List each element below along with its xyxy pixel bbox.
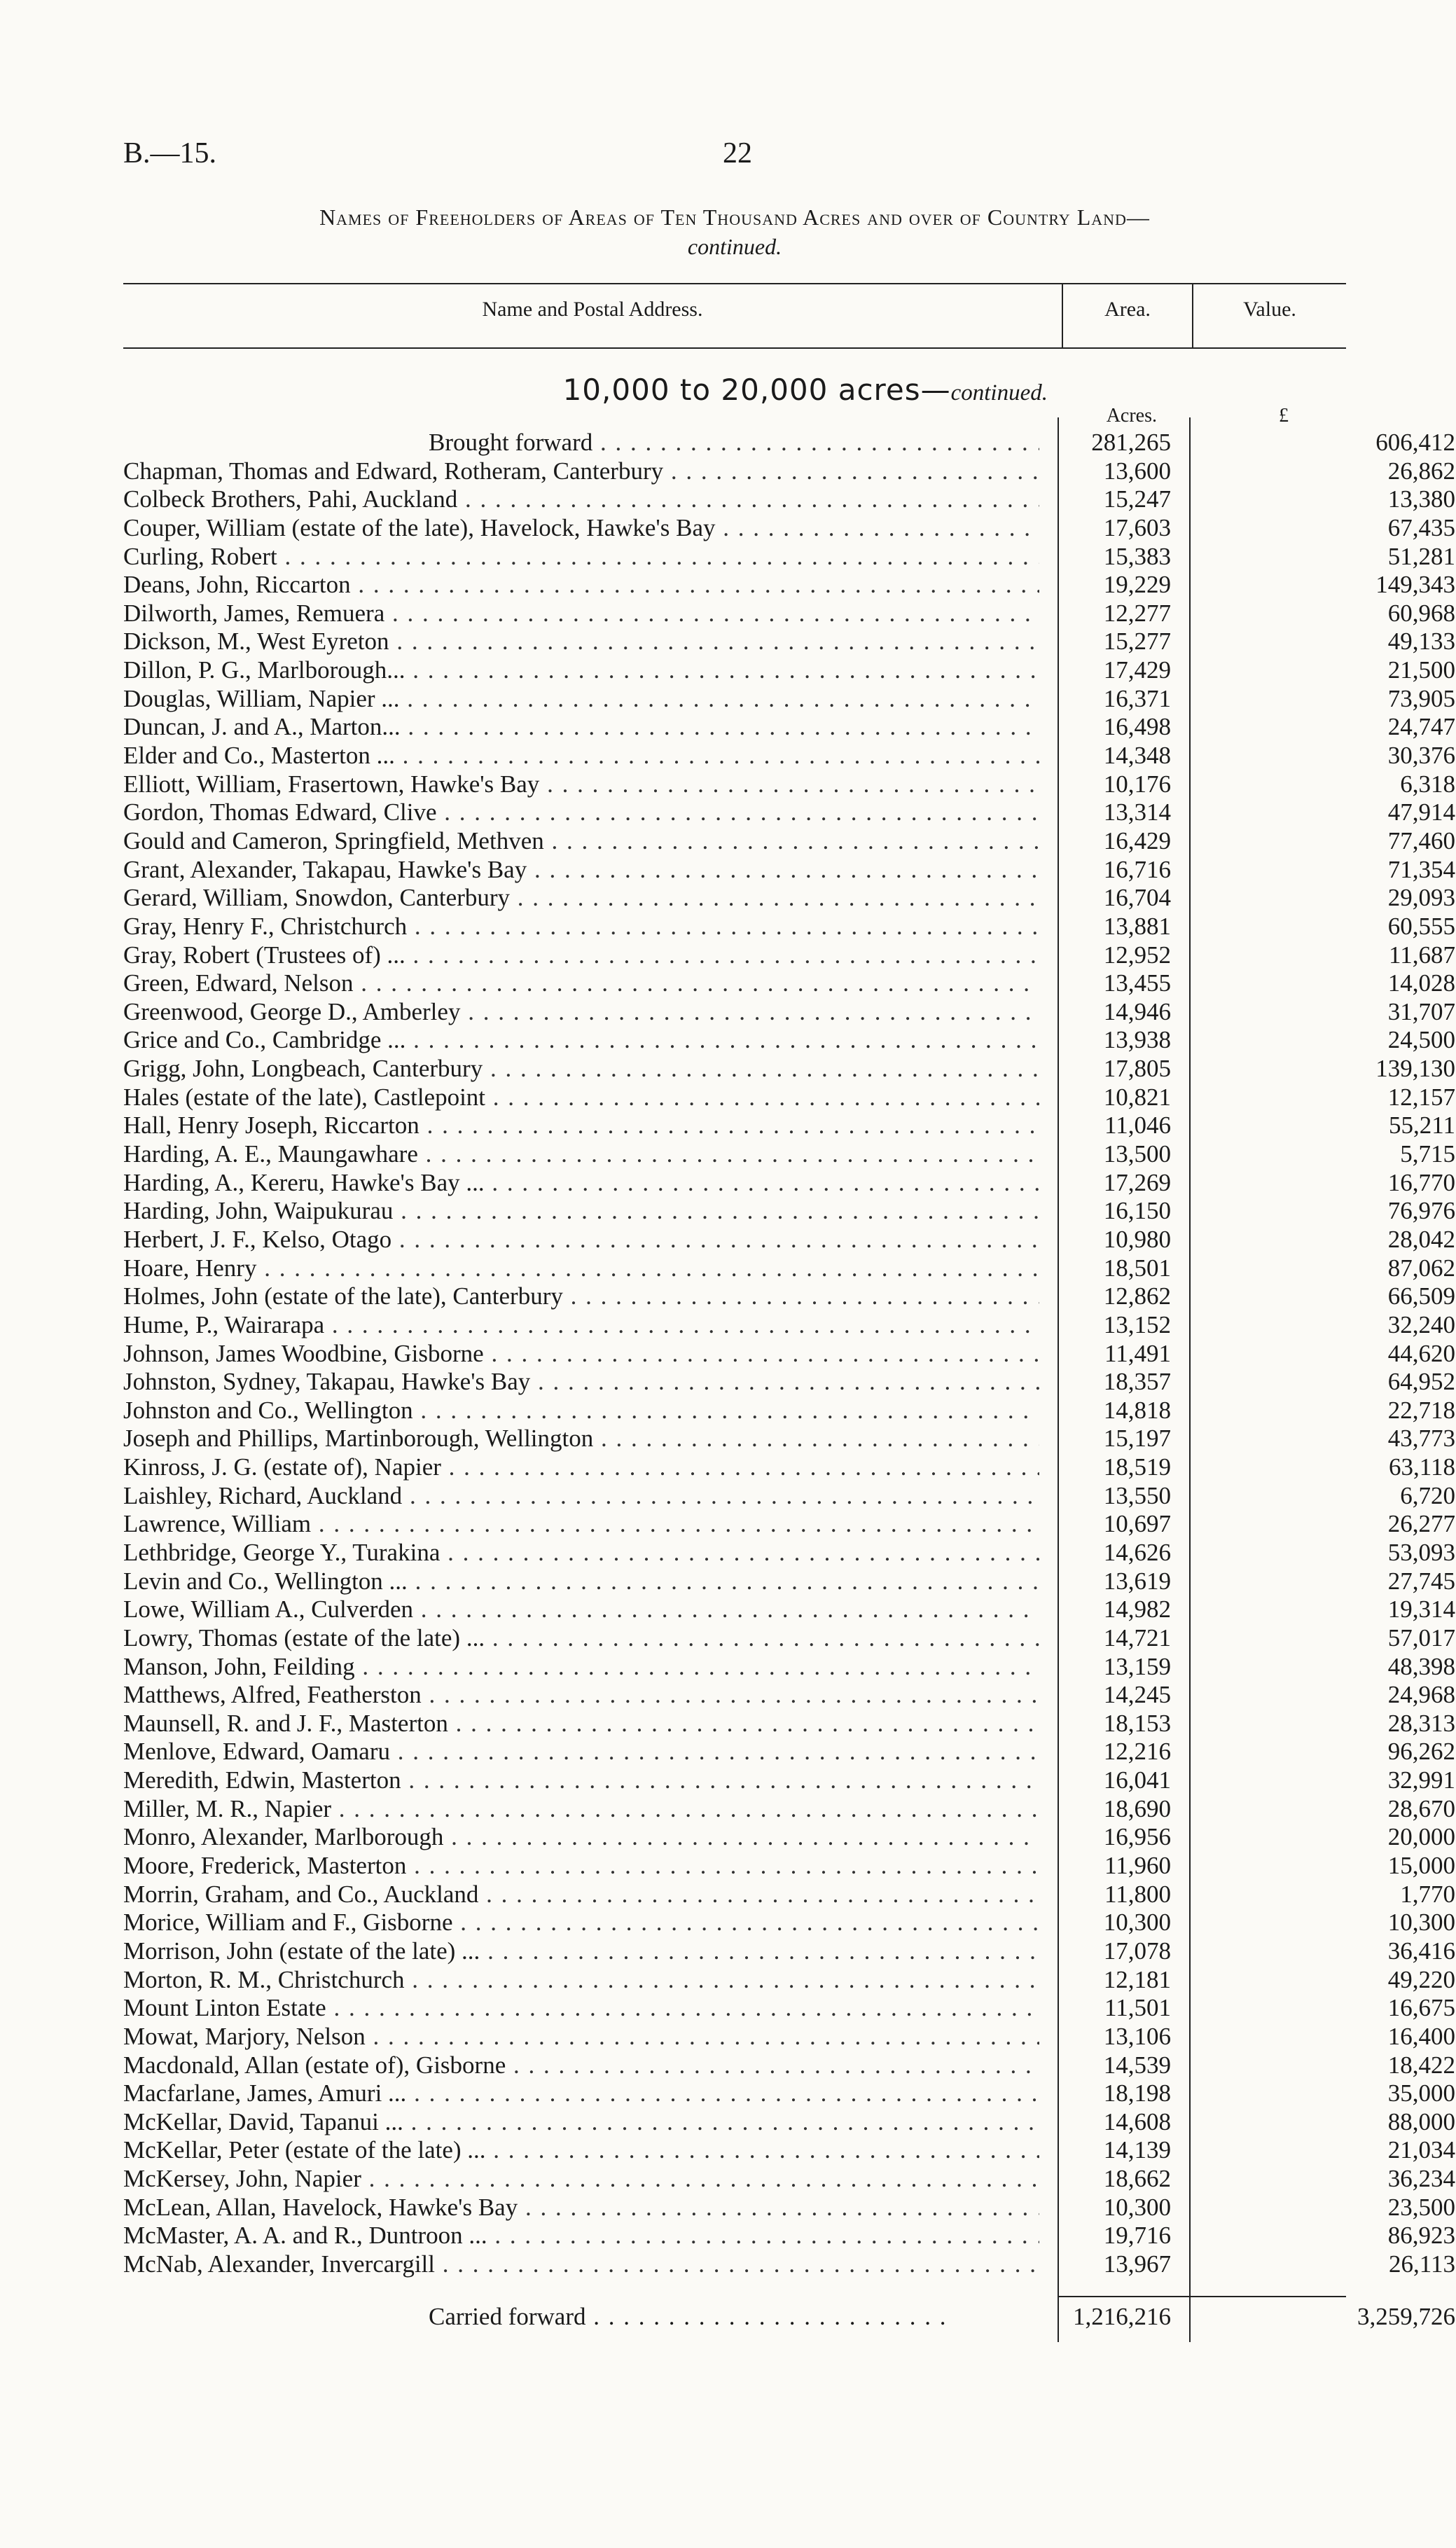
value-cell: 16,400: [1387, 2022, 1455, 2050]
area-cell: 16,498: [1103, 713, 1171, 741]
value-cell: 47,914: [1387, 798, 1455, 826]
table-row: [123, 1339, 1455, 1369]
value-cell: 14,028: [1387, 969, 1455, 997]
value-cell: 96,262: [1387, 1738, 1455, 1766]
carried-forward-area: 1,216,216: [1073, 2303, 1171, 2330]
area-cell: 10,697: [1103, 1510, 1171, 1538]
value-cell: 16,770: [1387, 1168, 1455, 1196]
value-cell: 6,318: [1400, 770, 1455, 798]
value-cell: 63,118: [1389, 1453, 1455, 1481]
freeholder-name: Elliott, William, Frasertown, Hawke's Bay . . .: [123, 770, 1039, 798]
area-cell: 17,269: [1103, 1168, 1171, 1196]
value-cell: 66,509: [1387, 1282, 1455, 1310]
table-row: [123, 826, 1455, 856]
table-row: [123, 1994, 1455, 2023]
area-cell: 13,152: [1103, 1310, 1171, 1338]
value-cell: 87,062: [1387, 1254, 1455, 1282]
freeholder-name: Morton, R. M., Christchurch . . .: [123, 1966, 1039, 1994]
freeholder-name: McKellar, David, Tapanui ... . . .: [123, 2108, 1039, 2136]
area-cell: 16,041: [1103, 1766, 1171, 1794]
freeholder-name: Colbeck Brothers, Pahi, Auckland . . .: [123, 485, 1039, 513]
value-cell: 43,773: [1387, 1425, 1455, 1453]
value-cell: 24,968: [1387, 1681, 1455, 1709]
table-row: [123, 2107, 1455, 2137]
table-row: [123, 628, 1455, 656]
area-cell: 18,662: [1103, 2165, 1171, 2193]
freeholder-name: Gordon, Thomas Edward, Clive . . .: [123, 798, 1039, 826]
table-row: [123, 941, 1455, 970]
freeholder-name: McMaster, A. A. and R., Duntroon ... . . .: [123, 2222, 1039, 2250]
area-cell: 19,716: [1103, 2222, 1171, 2250]
area-cell: 11,800: [1104, 1880, 1171, 1908]
value-cell: 22,718: [1387, 1396, 1455, 1424]
value-cell: 53,093: [1387, 1538, 1455, 1566]
table-row: [123, 1709, 1455, 1738]
table-row: [123, 2079, 1455, 2108]
value-cell: 1,770: [1400, 1880, 1455, 1908]
table-row: [123, 656, 1455, 685]
table-row: [123, 1738, 1455, 1766]
area-cell: 16,371: [1103, 684, 1171, 712]
freeholder-name: Elder and Co., Masterton ... . . .: [123, 742, 1039, 770]
freeholder-name: Hales (estate of the late), Castlepoint . . .: [123, 1083, 1039, 1112]
freeholder-name: Herbert, J. F., Kelso, Otago . . .: [123, 1226, 1039, 1254]
area-cell: 15,383: [1103, 542, 1171, 570]
value-cell: 12,157: [1387, 1083, 1455, 1111]
area-cell: 10,980: [1103, 1225, 1171, 1253]
table-row: [123, 1310, 1455, 1340]
freeholder-name: Macfarlane, James, Amuri ... . . .: [123, 2079, 1039, 2107]
table-row: [123, 1197, 1455, 1226]
table-row: [123, 2193, 1455, 2222]
area-cell: 17,603: [1103, 513, 1171, 541]
area-cell: 13,550: [1103, 1481, 1171, 1509]
freeholder-name: Curling, Robert . . .: [123, 543, 1039, 571]
freeholder-name: Gray, Robert (Trustees of) ... . . .: [123, 941, 1039, 969]
area-cell: 14,982: [1103, 1595, 1171, 1623]
area-cell: 12,181: [1103, 1965, 1171, 1993]
area-cell: 13,600: [1103, 457, 1171, 485]
column-header-area: Area.: [1104, 298, 1151, 321]
freeholder-name: Gould and Cameron, Springfield, Methven . . .: [123, 827, 1039, 855]
value-cell: 49,220: [1387, 1965, 1455, 1993]
table-row: [123, 1623, 1455, 1653]
area-cell: 14,139: [1103, 2136, 1171, 2164]
table-row: [123, 798, 1455, 827]
area-cell: 14,608: [1103, 2107, 1171, 2135]
unit-area: Acres.: [1106, 405, 1157, 427]
freeholder-name: Lethbridge, George Y., Turakina . . .: [123, 1539, 1039, 1567]
value-cell: 55,211: [1389, 1112, 1455, 1140]
area-cell: 14,626: [1103, 1538, 1171, 1566]
value-cell: 139,130: [1375, 1055, 1455, 1083]
value-cell: 35,000: [1387, 2079, 1455, 2107]
value-cell: 36,234: [1387, 2165, 1455, 2193]
freeholder-name: Menlove, Edward, Oamaru . . .: [123, 1738, 1039, 1766]
value-cell: 19,314: [1387, 1595, 1455, 1623]
area-cell: 19,229: [1103, 571, 1171, 599]
total-rule-value: [1191, 2296, 1346, 2297]
area-cell: 11,046: [1104, 1112, 1171, 1140]
brought-forward-value: 606,412: [1375, 429, 1455, 456]
freeholder-name: McKersey, John, Napier . . .: [123, 2165, 1039, 2193]
table-row: [123, 2165, 1455, 2194]
freeholder-name: Chapman, Thomas and Edward, Rotheram, Canterbury . . .: [123, 457, 1039, 485]
value-cell: 28,670: [1387, 1794, 1455, 1822]
freeholder-name: Mowat, Marjory, Nelson . . .: [123, 2023, 1039, 2051]
area-cell: 10,821: [1103, 1083, 1171, 1111]
page-number: 22: [723, 137, 752, 169]
brought-forward-row: [123, 429, 1455, 457]
area-cell: 16,704: [1103, 884, 1171, 912]
value-cell: 51,281: [1387, 542, 1455, 570]
column-header-name: Name and Postal Address.: [482, 298, 703, 321]
area-cell: 14,721: [1103, 1623, 1171, 1652]
area-cell: 18,501: [1103, 1254, 1171, 1282]
value-cell: 26,862: [1387, 457, 1455, 485]
area-cell: 14,946: [1103, 997, 1171, 1025]
table-row: [123, 855, 1455, 885]
freeholder-name: McLean, Allan, Havelock, Hawke's Bay . . .: [123, 2194, 1039, 2222]
table-row: [123, 1595, 1455, 1624]
value-cell: 26,277: [1387, 1510, 1455, 1538]
table-row: [123, 997, 1455, 1027]
freeholder-name: Dilworth, James, Remuera . . .: [123, 600, 1039, 628]
table-row: [123, 457, 1455, 486]
table-row: [123, 2051, 1455, 2080]
table-row: [123, 1396, 1455, 1425]
freeholder-name: Gerard, William, Snowdon, Canterbury . . .: [123, 884, 1039, 912]
table-row: [123, 1026, 1455, 1055]
table-row: [123, 599, 1455, 628]
value-cell: 16,675: [1387, 1994, 1455, 2022]
value-cell: 27,745: [1387, 1567, 1455, 1595]
table-row: [123, 513, 1455, 543]
area-cell: 16,429: [1103, 826, 1171, 854]
area-cell: 13,455: [1103, 969, 1171, 997]
value-cell: 28,042: [1387, 1225, 1455, 1253]
freeholder-name: Green, Edward, Nelson . . .: [123, 969, 1039, 997]
page-title: Names of Freeholders of Areas of Ten Thousand Acres and over of Country Land—: [319, 205, 1150, 230]
area-cell: 13,619: [1103, 1567, 1171, 1595]
table-row: [123, 1766, 1455, 1795]
value-cell: 20,000: [1387, 1823, 1455, 1851]
table-row: [123, 1425, 1455, 1453]
value-cell: 32,240: [1387, 1310, 1455, 1338]
value-cell: 67,435: [1387, 513, 1455, 541]
table-row: [123, 2022, 1455, 2051]
table-row: [123, 1225, 1455, 1254]
freeholder-name: Douglas, William, Napier ... . . .: [123, 685, 1039, 713]
value-cell: 48,398: [1387, 1652, 1455, 1680]
table-row: [123, 1112, 1455, 1140]
column-header-value: Value.: [1243, 298, 1296, 321]
table-row: [123, 1083, 1455, 1112]
table-row: [123, 713, 1455, 742]
area-cell: 15,197: [1103, 1425, 1171, 1453]
area-cell: 13,938: [1103, 1026, 1171, 1054]
value-cell: 88,000: [1387, 2107, 1455, 2135]
brought-forward-label: Brought forward . . .: [123, 429, 1039, 457]
area-cell: 13,967: [1103, 2250, 1171, 2278]
value-cell: 36,416: [1387, 1937, 1455, 1965]
area-cell: 13,314: [1103, 798, 1171, 826]
freeholder-name: Miller, M. R., Napier . . .: [123, 1795, 1039, 1823]
freeholder-name: Harding, John, Waipukurau . . .: [123, 1197, 1039, 1225]
value-cell: 29,093: [1387, 884, 1455, 912]
value-cell: 49,133: [1387, 628, 1455, 656]
freeholder-name: McKellar, Peter (estate of the late) ... . . .: [123, 2136, 1039, 2164]
area-cell: 10,176: [1103, 770, 1171, 798]
table-row: [123, 1140, 1455, 1169]
table-row: [123, 1538, 1455, 1567]
table-row: [123, 1880, 1455, 1909]
value-cell: 24,500: [1387, 1026, 1455, 1054]
value-cell: 21,500: [1387, 656, 1455, 684]
table-row: [123, 1453, 1455, 1482]
freeholder-name: Dillon, P. G., Marlborough... . . .: [123, 656, 1039, 684]
area-cell: 18,357: [1103, 1368, 1171, 1396]
freeholder-name: Lowe, William A., Culverden . . .: [123, 1595, 1039, 1623]
freeholder-name: Holmes, John (estate of the late), Canterbury . . .: [123, 1282, 1039, 1310]
freeholder-name: Lawrence, William . . .: [123, 1510, 1039, 1538]
freeholder-name: Hall, Henry Joseph, Riccarton . . .: [123, 1112, 1039, 1140]
freeholder-name: Dickson, M., West Eyreton . . .: [123, 628, 1039, 656]
area-cell: 13,106: [1103, 2022, 1171, 2050]
table-row: [123, 1852, 1455, 1881]
table-row: [123, 485, 1455, 514]
area-cell: 14,348: [1103, 742, 1171, 770]
freeholder-name: Couper, William (estate of the late), Havelock, Hawke's Bay . . .: [123, 514, 1039, 542]
freeholder-name: Johnston, Sydney, Takapau, Hawke's Bay . . .: [123, 1368, 1039, 1396]
freeholder-name: Grice and Co., Cambridge ... . . .: [123, 1026, 1039, 1054]
page-reference: B.—15.: [123, 137, 217, 169]
table-row: [123, 2136, 1455, 2165]
area-cell: 18,519: [1103, 1453, 1171, 1481]
section-heading-range: 10,000 to 20,000 acres—: [562, 373, 951, 407]
area-cell: 18,690: [1103, 1794, 1171, 1822]
table-row: [123, 1681, 1455, 1710]
value-cell: 73,905: [1387, 684, 1455, 712]
table-row: [123, 912, 1455, 941]
value-cell: 60,555: [1387, 912, 1455, 940]
area-cell: 13,500: [1103, 1140, 1171, 1168]
area-cell: 16,150: [1103, 1197, 1171, 1225]
table-row: [123, 1368, 1455, 1397]
table-row: [123, 1965, 1455, 1995]
area-cell: 12,952: [1103, 941, 1171, 969]
freeholder-name: Morrin, Graham, and Co., Auckland . . .: [123, 1881, 1039, 1909]
freeholder-name: Morice, William and F., Gisborne . . .: [123, 1909, 1039, 1937]
freeholder-name: Grant, Alexander, Takapau, Hawke's Bay . . .: [123, 856, 1039, 884]
freeholder-name: Manson, John, Feilding . . .: [123, 1653, 1039, 1681]
value-cell: 60,968: [1387, 599, 1455, 627]
value-cell: 10,300: [1387, 1909, 1455, 1937]
area-cell: 12,277: [1103, 599, 1171, 627]
section-heading: [123, 373, 1048, 407]
area-cell: 11,960: [1104, 1852, 1171, 1880]
table-row: [123, 571, 1455, 600]
carried-forward-row: [123, 2301, 1455, 2332]
area-cell: 15,247: [1103, 485, 1171, 513]
value-cell: 26,113: [1389, 2250, 1455, 2278]
area-cell: 14,245: [1103, 1681, 1171, 1709]
table-row: [123, 2250, 1455, 2279]
freeholder-name: Moore, Frederick, Masterton . . .: [123, 1852, 1039, 1880]
freeholder-name: Levin and Co., Wellington ... . . .: [123, 1567, 1039, 1595]
value-cell: 86,923: [1387, 2222, 1455, 2250]
freeholder-name: Greenwood, George D., Amberley . . .: [123, 998, 1039, 1026]
value-cell: 71,354: [1387, 855, 1455, 883]
freeholder-name: Laishley, Richard, Auckland . . .: [123, 1482, 1039, 1510]
area-cell: 10,300: [1103, 1909, 1171, 1937]
table-row: [123, 884, 1455, 913]
area-cell: 12,216: [1103, 1738, 1171, 1766]
value-cell: 76,976: [1387, 1197, 1455, 1225]
table-row: [123, 1937, 1455, 1966]
value-cell: 32,991: [1387, 1766, 1455, 1794]
table-row: [123, 1168, 1455, 1198]
freeholder-name: Meredith, Edwin, Masterton . . .: [123, 1766, 1039, 1794]
area-cell: 16,716: [1103, 855, 1171, 883]
table-row: [123, 1254, 1455, 1283]
carried-forward-value: 3,259,726: [1357, 2303, 1455, 2330]
table-row: [123, 1909, 1455, 1937]
area-cell: 11,491: [1104, 1339, 1171, 1367]
value-cell: 5,715: [1400, 1140, 1455, 1168]
area-cell: 17,805: [1103, 1055, 1171, 1083]
table-row: [123, 1481, 1455, 1511]
table-row: [123, 770, 1455, 799]
table-body: [123, 429, 1455, 2279]
area-cell: 13,159: [1103, 1652, 1171, 1680]
value-cell: 77,460: [1387, 826, 1455, 854]
freeholder-name: Grigg, John, Longbeach, Canterbury . . .: [123, 1055, 1039, 1083]
area-cell: 11,501: [1104, 1994, 1171, 2022]
freeholder-name: Johnston and Co., Wellington . . .: [123, 1397, 1039, 1425]
table-row: [123, 1282, 1455, 1311]
value-cell: 64,952: [1387, 1368, 1455, 1396]
area-cell: 12,862: [1103, 1282, 1171, 1310]
brought-forward-area: 281,265: [1091, 429, 1171, 456]
area-cell: 15,277: [1103, 628, 1171, 656]
area-cell: 17,429: [1103, 656, 1171, 684]
area-cell: 16,956: [1103, 1823, 1171, 1851]
freeholder-name: McNab, Alexander, Invercargill . . .: [123, 2250, 1039, 2278]
area-cell: 13,881: [1103, 912, 1171, 940]
value-cell: 31,707: [1387, 997, 1455, 1025]
table-row: [123, 1055, 1455, 1083]
table-row: [123, 1510, 1455, 1539]
value-cell: 23,500: [1387, 2193, 1455, 2221]
unit-value: £: [1279, 405, 1289, 427]
freeholder-name: Lowry, Thomas (estate of the late) ... . . .: [123, 1624, 1039, 1652]
freeholder-name: Joseph and Phillips, Martinborough, Wellington . . .: [123, 1425, 1039, 1453]
page-subtitle: continued.: [687, 234, 782, 259]
area-cell: 10,300: [1103, 2193, 1171, 2221]
freeholder-name: Mount Linton Estate . . .: [123, 1994, 1039, 2022]
freeholder-name: Monro, Alexander, Marlborough . . .: [123, 1823, 1039, 1851]
area-cell: 14,818: [1103, 1396, 1171, 1424]
value-cell: 57,017: [1387, 1623, 1455, 1652]
freeholder-name: Johnson, James Woodbine, Gisborne . . .: [123, 1340, 1039, 1368]
value-cell: 30,376: [1387, 742, 1455, 770]
value-cell: 28,313: [1387, 1709, 1455, 1737]
value-cell: 11,687: [1389, 941, 1455, 969]
value-cell: 6,720: [1400, 1481, 1455, 1509]
freeholder-name: Matthews, Alfred, Featherston . . .: [123, 1681, 1039, 1709]
area-cell: 17,078: [1103, 1937, 1171, 1965]
value-cell: 13,380: [1387, 485, 1455, 513]
table-row: [123, 1652, 1455, 1682]
table-row: [123, 1567, 1455, 1596]
freeholder-name: Duncan, J. and A., Marton... . . .: [123, 713, 1039, 741]
table-top-rule: [123, 283, 1346, 284]
freeholder-name: Harding, A., Kereru, Hawke's Bay ... . . .: [123, 1169, 1039, 1197]
value-cell: 149,343: [1375, 571, 1455, 599]
freeholder-name: Hoare, Henry . . .: [123, 1254, 1039, 1282]
freeholder-name: Deans, John, Riccarton . . .: [123, 571, 1039, 599]
table-header-rule: [123, 347, 1346, 349]
table-row: [123, 1794, 1455, 1824]
table-row: [123, 742, 1455, 770]
freeholder-name: Kinross, J. G. (estate of), Napier . . .: [123, 1453, 1039, 1481]
value-cell: 21,034: [1387, 2136, 1455, 2164]
value-cell: 24,747: [1387, 713, 1455, 741]
freeholder-name: Gray, Henry F., Christchurch . . .: [123, 913, 1039, 941]
freeholder-name: Harding, A. E., Maungawhare . . .: [123, 1140, 1039, 1168]
area-cell: 18,153: [1103, 1709, 1171, 1737]
table-row: [123, 684, 1455, 714]
freeholder-name: Macdonald, Allan (estate of), Gisborne . . .: [123, 2051, 1039, 2079]
section-heading-continued: continued.: [950, 380, 1048, 406]
table-row: [123, 542, 1455, 572]
area-cell: 14,539: [1103, 2051, 1171, 2079]
freeholder-name: Maunsell, R. and J. F., Masterton . . .: [123, 1710, 1039, 1738]
table-row: [123, 1823, 1455, 1852]
freeholder-name: Morrison, John (estate of the late) ... . . .: [123, 1937, 1039, 1965]
total-rule-area: [1059, 2296, 1189, 2297]
table-row: [123, 2222, 1455, 2250]
table-row: [123, 969, 1455, 998]
area-cell: 18,198: [1103, 2079, 1171, 2107]
value-cell: 18,422: [1387, 2051, 1455, 2079]
value-cell: 15,000: [1387, 1852, 1455, 1880]
freeholder-name: Hume, P., Wairarapa . . .: [123, 1311, 1039, 1339]
carried-forward-label: Carried forward . . .: [429, 2301, 1039, 2332]
value-cell: 44,620: [1387, 1339, 1455, 1367]
